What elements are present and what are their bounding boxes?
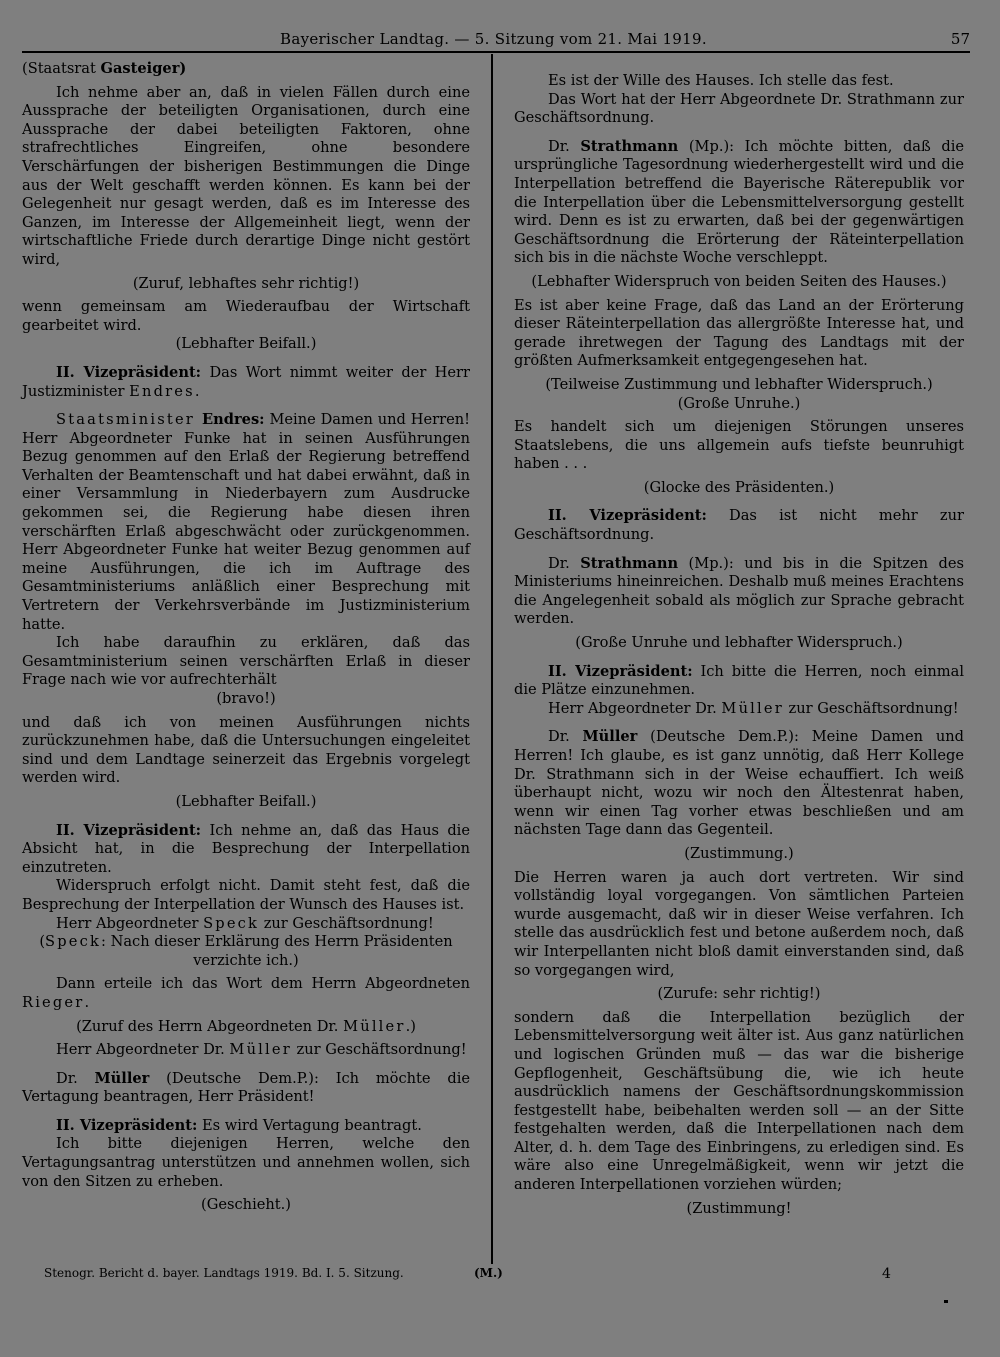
paragraph: Herr Abgeordneter Speck zur Geschäftsordnung! <box>56 914 434 932</box>
interjection: (Große Unruhe.) <box>677 394 801 412</box>
speaker: Endres: <box>202 411 265 429</box>
interjection: (Große Unruhe und lebhafter Widerspruch.) <box>575 634 903 652</box>
interjection: (Zuruf des Herrn Abgeordneten Dr. Müller.) <box>76 1017 416 1035</box>
header-rule <box>22 51 970 53</box>
speaker-continuation: (Staatsrat Gasteiger) <box>22 60 187 77</box>
paragraph: II. Vizepräsident: Das Wort nimmt weiter der Herr Justizminister Endres. <box>22 363 470 400</box>
interjection: (bravo!) <box>216 690 276 707</box>
interjection: (Zustimmung.) <box>684 844 794 862</box>
page-number: 57 <box>950 30 970 48</box>
footer-signature: 4 <box>882 1266 891 1282</box>
print-speck <box>944 1300 948 1303</box>
speaker: II. Vizepräsident: <box>56 821 202 839</box>
interjection: (Teilweise Zustimmung und lebhafter Widerspruch.) <box>545 375 933 393</box>
interjection: (Zustimmung! <box>686 1199 792 1217</box>
speaker: Müller <box>582 728 638 746</box>
right-column <box>514 72 964 1218</box>
paragraph: Ich habe daraufhin zu erklären, daß das Gesamtministerium seinen verschärften Erlaß in dieser Frage nach wie vor aufrechterhält <box>22 634 470 689</box>
paragraph: Das Wort hat der Herr Abgeordnete Dr. Strathmann zur Geschäftsordnung. <box>514 90 964 127</box>
speaker: II. Vizepräsident: <box>56 1116 198 1134</box>
paragraph: Staatsminister Endres: Meine Damen und Herren! Herr Abgeordneter Funke hat in seinen Ausführungen Bezug genommen auf den Erlaß der Regierung betreffend Verhalten der Beamtenschaft und hat dabei erwähnt, daß in einer Versammlung in Niederbayern zum Ausdrucke gekommen sei, die Regierung habe diesen ihren verschärften Erlaß abgeschwächt oder zurückgenommen. Herr Abgeordneter Funke hat weiter Bezug genommen auf meine Ausführungen, die ich im Auftrage des Gesamtministeriums anläßlich einer Besprechung mit Vertretern der Verkehrsverbände im Justizministerium hatte. <box>22 411 470 633</box>
left-column <box>22 60 470 1215</box>
speaker: Strathmann <box>580 554 679 572</box>
paragraph: II. Vizepräsident: Ich nehme an, daß das Haus die Absicht hat, in die Besprechung der Interpellation einzutreten. <box>22 821 470 876</box>
interjection: (Speck: Nach dieser Erklärung des Herrn Präsidenten verzichte ich.) <box>39 933 453 969</box>
paragraph: wenn gemeinsam am Wiederaufbau der Wirtschaft gearbeitet wird. <box>22 298 470 334</box>
speaker: II. Vizepräsident: <box>548 662 693 680</box>
paragraph: Ich nehme aber an, daß in vielen Fällen durch eine Aussprache der beteiligten Organisationen, durch eine Aussprache der dabei beteiligten Faktoren, ohne strafrechtliches Eingreifen, ohne besondere Verschärfungen der bisherigen Bestimmungen die Dinge aus der Welt geschafft werden können. Es kann bei der Gelegenheit nur gesagt werden, daß es im Interesse des Ganzen, im Interesse der Allgemeinheit liegt, wenn der wirtschaftliche Friede durch derartige Dinge nicht gestört wird, <box>22 83 470 268</box>
running-title: Bayerischer Landtag. — 5. Sitzung vom 21. Mai 1919. <box>280 30 707 48</box>
paragraph: Es ist aber keine Frage, daß das Land an der Erörterung dieser Räteinterpellation das allergrößte Interesse hat, und gerade ihretwegen der Tagung des Landtags mit der größten Aufmerksamkeit entgegengesehen hat. <box>514 296 964 370</box>
paragraph: Die Herren waren ja auch dort vertreten. Wir sind vollständig loyal vorgegangen. Von sämtlichen Parteien wurde ausgemacht, daß wir in dieser Weise verfahren. Ich stelle das ausdrücklich fest und betone außerdem noch, daß wir Interpellanten nicht bloß damit einverstanden sind, daß so vorgegangen wird, <box>514 868 964 979</box>
speaker: II. Vizepräsident: <box>548 507 707 525</box>
paragraph: sondern daß die Interpellation bezüglich der Lebensmittelversorgung weit älter ist. Aus ganz natürlichen und logischen Gründen muß — das war die bisherige Gepflogenheit, Geschäftsübung die, wie ich heute ausdrücklich namens der Geschäftsordnungskommission festgestellt habe, beibehalten werden soll — an der Sitte festgehalten werden, daß die Interpellationen nach dem Alter, d. h. dem Tage des Einbringens, zu erledigen sind. Es wäre also eine Unregelmäßigkeit, wenn wir jetzt die anderen Interpellationen vorziehen würden; <box>514 1008 964 1194</box>
speaker: II. Vizepräsident: <box>56 363 202 381</box>
running-header <box>22 30 970 50</box>
column-divider <box>491 54 493 1264</box>
speaker: Strathmann <box>580 137 679 155</box>
paragraph: Dr. Müller (Deutsche Dem.P.): Meine Damen und Herren! Ich glaube, es ist ganz unnötig, daß Herr Kollege Dr. Strathmann sich in der Weise echauffiert. Ich weiß überhaupt nicht, wozu wir noch den Ältestenrat haben, wenn wir einen Tag vorher etwas beschließen und am nächsten Tage dann das Gegenteil. <box>514 728 965 839</box>
paragraph: Dr. Müller (Deutsche Dem.P.): Ich möchte die Vertagung beantragen, Herr Präsident! <box>22 1069 470 1106</box>
paragraph: II. Vizepräsident: Ich bitte die Herren, noch einmal die Plätze einzunehmen. <box>514 662 964 699</box>
paragraph: Ich bitte diejenigen Herren, welche den Vertagungsantrag unterstützen und annehmen wollen, sich von den Sitzen zu erheben. <box>22 1135 470 1190</box>
interjection: (Zurufe: sehr richtig!) <box>657 985 821 1003</box>
paragraph: Herr Abgeordneter Dr. Müller zur Geschäftsordnung! <box>548 699 959 717</box>
paragraph: II. Vizepräsident: Es wird Vertagung beantragt. <box>56 1116 422 1134</box>
paragraph: Es handelt sich um diejenigen Störungen unseres Staatslebens, die uns allgemein aufs tiefste beunruhigt haben . . . <box>514 418 964 473</box>
interjection: (Glocke des Präsidenten.) <box>643 478 835 496</box>
paragraph: Dann erteile ich das Wort dem Herrn Abgeordneten Rieger. <box>22 975 470 1011</box>
paragraph: und daß ich von meinen Ausführungen nichts zurückzunehmen habe, daß die Untersuchungen eingeleitet sind und dem Landtage seinerzeit das Ergebnis vorgelegt werden wird. <box>22 713 470 787</box>
speaker: Müller <box>94 1069 150 1087</box>
paragraph: Dr. Strathmann (Mp.): und bis in die Spitzen des Ministeriums hineinreichen. Deshalb muß meines Erachtens die Angelegenheit sobald als möglich zur Sprache gebracht werden. <box>514 554 964 628</box>
interjection: (Lebhafter Widerspruch von beiden Seiten des Hauses.) <box>531 272 947 290</box>
interjection: (Zuruf, lebhaftes sehr richtig!) <box>132 274 360 292</box>
paragraph: Es ist der Wille des Hauses. Ich stelle das fest. <box>548 72 894 89</box>
interjection: (Lebhafter Beifall.) <box>175 792 317 810</box>
footer-source: Stenogr. Bericht d. bayer. Landtags 1919. Bd. I. 5. Sitzung. <box>44 1266 404 1280</box>
interjection: (Lebhafter Beifall.) <box>175 335 317 353</box>
paragraph: Herr Abgeordneter Dr. Müller zur Geschäftsordnung! <box>56 1041 467 1059</box>
footer-mark: (M.) <box>474 1266 503 1280</box>
interjection: (Geschieht.) <box>201 1196 291 1214</box>
paragraph: Dr. Strathmann (Mp.): Ich möchte bitten, daß die ursprüngliche Tagesordnung wiederhergestellt wird und die Interpellation betreffend die Bayerische Räterepublik vor die Interpellation über die Lebensmittelversorgung gestellt wird. Denn es ist zu erwarten, daß bei der gegenwärtigen Geschäftsordnung die Erörterung der Räteinterpellation sich bis in die nächste Woche verschleppt. <box>514 137 964 267</box>
paragraph: Widerspruch erfolgt nicht. Damit steht fest, daß die Besprechung der Interpellation der Wunsch des Hauses ist. <box>22 877 470 913</box>
paragraph: II. Vizepräsident: Das ist nicht mehr zur Geschäftsordnung. <box>514 507 964 544</box>
